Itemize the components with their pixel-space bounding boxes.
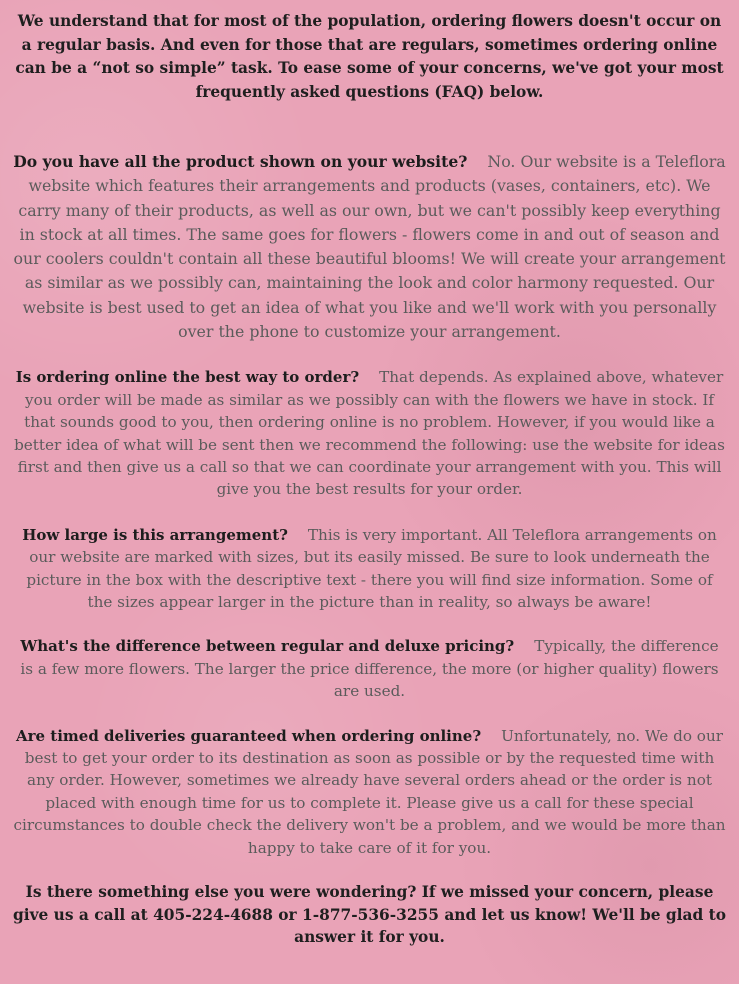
faq-answer: This is very important. All Teleflora arrangements on our website are marked with sizes, but its easily missed. Be sure to look underneath the picture in the box with the descriptive text - there you will find size information. Some of the sizes appear larger in the picture than in reality, so always be aware!	[26, 525, 717, 612]
faq-question: Do you have all the product shown on your website?	[13, 152, 468, 171]
closing-paragraph: Is there something else you were wondering? If we missed your concern, please give us a call at 405-224-4688 or 1-877-536-3255 and let us know! We'll be glad to answer it for you.	[12, 883, 726, 947]
faq-question: What's the difference between regular and deluxe pricing?	[20, 637, 515, 656]
faq-item	[12, 725, 727, 859]
faq-question: Is ordering online the best way to order?	[15, 368, 360, 387]
faq-item	[12, 366, 727, 500]
faq-question: How large is this arrangement?	[22, 525, 288, 544]
faq-item	[12, 150, 727, 344]
intro-paragraph: We understand that for most of the population, ordering flowers doesn't occur on a regular basis. And even for those that are regulars, sometimes ordering online can be a “not so simple” task. To ease some of your concerns, we've got your most frequently asked questions (FAQ) below.	[15, 12, 724, 101]
faq-item	[12, 635, 727, 702]
faq-answer: That depends. As explained above, whatever you order will be made as similar as we possibly can with the flowers we have in stock. If that sounds good to you, then ordering online is no problem. However, if you would like a better idea of what will be sent then we recommend the following: use the website for ideas first and then give us a call so that we can coordinate your arrangement with you. This will give you the best results for your order.	[14, 368, 725, 499]
faq-question: Are timed deliveries guaranteed when ordering online?	[16, 726, 482, 745]
faq-answer: Typically, the difference is a few more flowers. The larger the price difference, the more (or higher quality) flowers are used.	[20, 637, 719, 701]
faq-page	[12, 10, 727, 949]
faq-answer: Unfortunately, no. We do our best to get your order to its destination as soon as possible or by the requested time with any order. However, sometimes we already have several orders ahead or the order is not placed with enough time for us to complete it. Please give us a call for these special circumstances to double check the delivery won't be a problem, and we would be more than happy to take care of it for you.	[13, 726, 726, 857]
faq-item	[12, 524, 727, 614]
faq-answer: No. Our website is a Teleflora website which features their arrangements and products (vases, containers, etc). We carry many of their products, as well as our own, but we can't possibly keep everything in stock at all times. The same goes for flowers - flowers come in and out of season and our coolers couldn't contain all these beautiful blooms! We will create your arrangement as similar as we possibly can, maintaining the look and color harmony requested. Our website is best used to get an idea of what you like and we'll work with you personally over the phone to customize your arrangement.	[13, 152, 726, 342]
